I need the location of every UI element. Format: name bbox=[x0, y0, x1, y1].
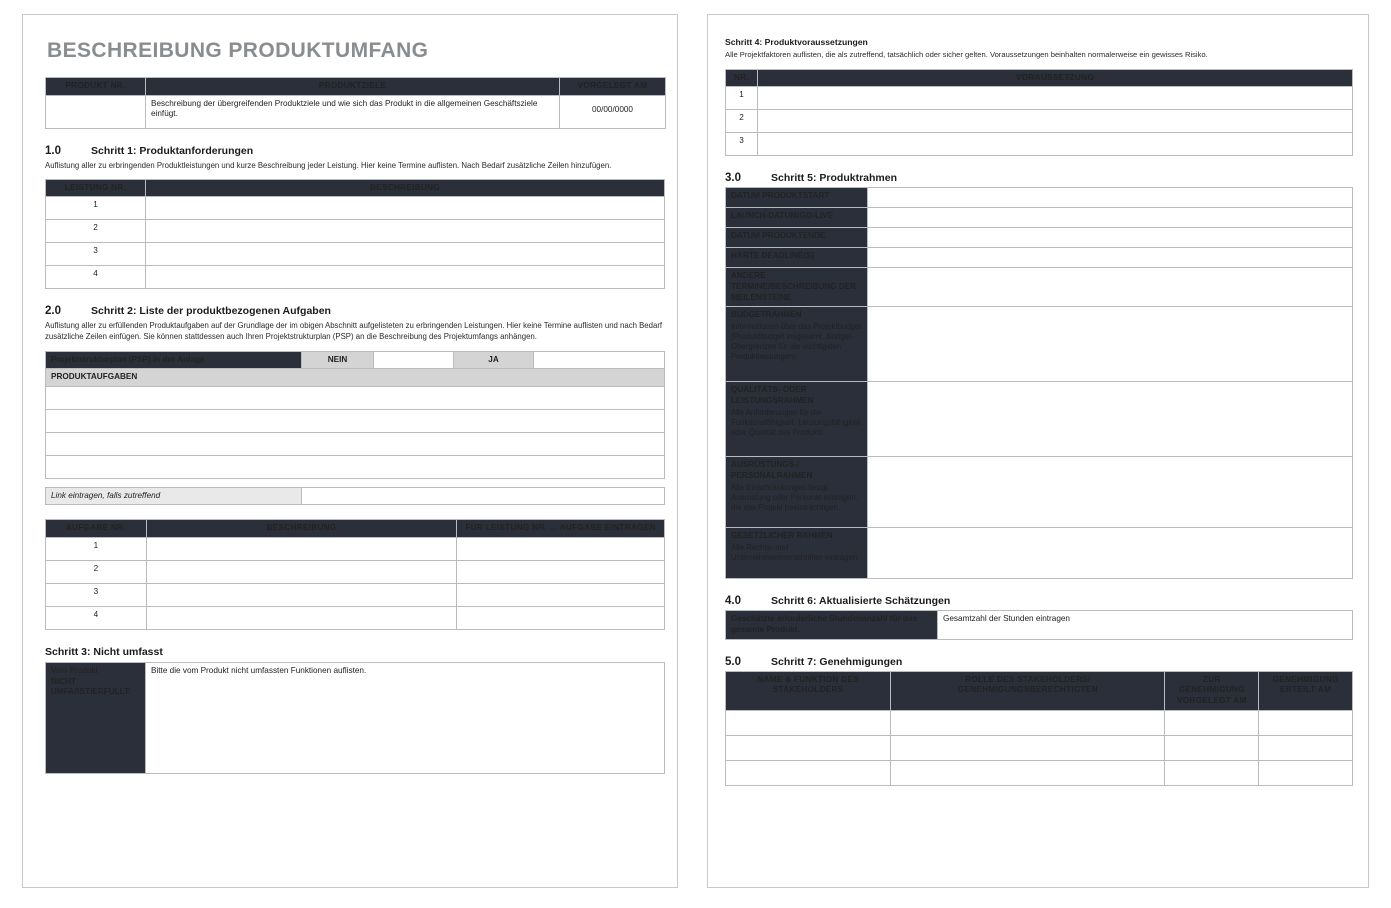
col-nr: NR. bbox=[726, 69, 758, 87]
step5-number: 3.0 bbox=[725, 172, 741, 185]
cell-vorgelegt[interactable] bbox=[1165, 710, 1259, 735]
cell-leistung[interactable] bbox=[457, 584, 665, 607]
table-row bbox=[726, 133, 1353, 156]
cell-rolle[interactable] bbox=[891, 735, 1165, 760]
table-row bbox=[726, 268, 1353, 307]
table-row bbox=[726, 528, 1353, 579]
cell-nr: 3 bbox=[46, 243, 146, 266]
step3-table bbox=[45, 662, 665, 774]
not-covered-label-line3: UMFASST/ERFÜLLT: bbox=[51, 687, 131, 697]
scope-value[interactable] bbox=[868, 228, 1353, 248]
table-row bbox=[726, 248, 1353, 268]
table-header-row bbox=[726, 69, 1353, 87]
scope-label-text: DATUM PRODUKTSTART bbox=[731, 191, 830, 201]
scope-label-text: GESETZLICHER RAHMEN bbox=[731, 531, 833, 541]
step1-heading bbox=[45, 145, 665, 157]
scope-label bbox=[726, 188, 868, 208]
cell-name[interactable] bbox=[726, 760, 891, 785]
scope-value[interactable] bbox=[868, 248, 1353, 268]
scope-label bbox=[726, 457, 868, 528]
scope-label-text: QUALITÄTS- ODER LEISTUNGSRAHMEN bbox=[731, 385, 814, 405]
col-approved-date: GENEHMIGUNG ERTEILT AM bbox=[1259, 671, 1353, 710]
task-cell[interactable] bbox=[46, 386, 665, 409]
table-row bbox=[46, 455, 665, 478]
step2-number: 2.0 bbox=[45, 305, 61, 318]
scope-label-text: LAUNCH-DATUM/GO-LIVE bbox=[731, 211, 834, 221]
tasks-header-row bbox=[46, 369, 665, 387]
table-row bbox=[726, 760, 1353, 785]
cell-beschreibung[interactable] bbox=[146, 561, 457, 584]
cell-beschreibung[interactable] bbox=[146, 584, 457, 607]
cell-vorgelegt-am[interactable]: 00/00/0000 bbox=[560, 95, 666, 128]
cell-nr: 1 bbox=[46, 197, 146, 220]
cell-nr: 1 bbox=[46, 538, 147, 561]
step2-heading bbox=[45, 305, 665, 317]
scope-label-sub: Alle Anforderungen für die Funktionsfähigkeit, Leistungsfähigkeit oder Qualität des Produkts. bbox=[731, 407, 861, 437]
cell-erteilt[interactable] bbox=[1259, 735, 1353, 760]
table-row bbox=[726, 735, 1353, 760]
psp-no-field[interactable] bbox=[374, 351, 454, 369]
cell-beschreibung[interactable] bbox=[146, 243, 665, 266]
scope-label-text: HARTE DEADLINE(S) bbox=[731, 251, 815, 261]
table-header-row bbox=[726, 671, 1353, 710]
scope-label-text: AUSRÜSTUNGS-/ PERSONALRAHMEN bbox=[731, 460, 813, 480]
table-row bbox=[726, 307, 1353, 382]
table-row bbox=[46, 538, 665, 561]
cell-erteilt[interactable] bbox=[1259, 760, 1353, 785]
step7-number: 5.0 bbox=[725, 655, 741, 668]
cell-leistung[interactable] bbox=[457, 561, 665, 584]
step4-title: Schritt 4: Produktvoraussetzungen bbox=[725, 37, 868, 47]
table-row bbox=[46, 607, 665, 630]
cell-vorgelegt[interactable] bbox=[1165, 735, 1259, 760]
scope-label bbox=[726, 382, 868, 457]
table-row bbox=[726, 87, 1353, 110]
table-row bbox=[46, 386, 665, 409]
cell-voraussetzung[interactable] bbox=[758, 110, 1353, 133]
cell-beschreibung[interactable] bbox=[146, 266, 665, 289]
col-aufgabe-nr: AUFGABE NR. bbox=[46, 520, 147, 538]
col-produkt-nr: PRODUKT NR. bbox=[46, 78, 146, 96]
step2-title: Schritt 2: Liste der produktbezogenen Aufgaben bbox=[91, 305, 331, 318]
cell-nr: 3 bbox=[46, 584, 147, 607]
cell-nr: 3 bbox=[726, 133, 758, 156]
cell-name[interactable] bbox=[726, 735, 891, 760]
scope-value[interactable] bbox=[868, 307, 1353, 382]
task-cell[interactable] bbox=[46, 455, 665, 478]
scope-label-sub: Alle Rechts- und Unternehmensvorschriften eintragen. bbox=[731, 542, 860, 563]
col-beschreibung: BESCHREIBUNG bbox=[146, 179, 665, 197]
link-row bbox=[46, 487, 665, 505]
table-row bbox=[46, 95, 666, 128]
psp-label: Projektstrukturplan (PSP) in der Anlage bbox=[46, 351, 302, 369]
cell-produkt-nr[interactable] bbox=[46, 95, 146, 128]
table-row bbox=[46, 584, 665, 607]
table-row bbox=[46, 220, 665, 243]
step7-title: Schritt 7: Genehmigungen bbox=[771, 655, 903, 668]
table-header-row bbox=[46, 520, 665, 538]
estimate-value[interactable]: Gesamtzahl der Stunden eintragen bbox=[938, 611, 1353, 639]
cell-voraussetzung[interactable] bbox=[758, 87, 1353, 110]
scope-value[interactable] bbox=[868, 528, 1353, 579]
cell-nr: 4 bbox=[46, 607, 147, 630]
psp-yes-field[interactable] bbox=[534, 351, 665, 369]
cell-produktziele[interactable]: Beschreibung der übergreifenden Produktziele und wie sich das Produkt in die allgemeinen Geschäftsziele einfügt. bbox=[146, 95, 560, 128]
link-field[interactable] bbox=[302, 487, 665, 505]
step6-title: Schritt 6: Aktualisierte Schätzungen bbox=[771, 595, 951, 608]
cell-beschreibung[interactable] bbox=[146, 538, 457, 561]
table-row bbox=[46, 243, 665, 266]
sheet-right bbox=[707, 14, 1369, 888]
scope-label-text: DATUM PRODUKTENDE bbox=[731, 231, 826, 241]
not-covered-label-line2: NICHT bbox=[51, 676, 77, 686]
estimate-label: Geschätzte erforderliche Stundenanzahl für das gesamte Produkt. bbox=[726, 611, 938, 639]
tasks-header: PRODUKTAUFGABEN bbox=[46, 369, 665, 387]
step4-description: Alle Projektfaktoren auflisten, die als zutreffend, tatsächlich oder sicher gelten. Voraussetzungen beinhalten normalerweise ein gewisses Risiko. bbox=[725, 50, 1208, 59]
table-header-row bbox=[46, 78, 666, 96]
table-row bbox=[726, 611, 1353, 639]
step7-table bbox=[725, 671, 1353, 786]
step1-description: Auflistung aller zu erbringenden Produktleistungen und kurze Beschreibung jeder Leistung. Hier keine Termine auflisten. Nach Bedarf zusätzliche Zeilen hinzufügen. bbox=[45, 160, 612, 170]
cell-nr: 2 bbox=[46, 561, 147, 584]
scope-label bbox=[726, 248, 868, 268]
right-content bbox=[725, 37, 1353, 786]
cell-beschreibung[interactable] bbox=[146, 607, 457, 630]
step2-description: Auflistung aller zu erfüllenden Produktaufgaben auf der Grundlage der im obigen Abschnitt aufgelisteten zu erbringenden Leistungen. Hier keine Termine auflisten und nach Bedarf zusätzliche Zeilen einfügen. Sie können stattdessen auch Ihren Projektstrukturplan (PSP) an die Beschreibung des Projektumfangs anhängen. bbox=[45, 321, 663, 342]
scope-label-sub: Informationen über das Projektbudget (Produktbudget insgesamt, Budget-Obergrenzen für die wichtigsten Produktleistungen). bbox=[731, 321, 862, 362]
cell-erteilt[interactable] bbox=[1259, 710, 1353, 735]
scope-value[interactable] bbox=[868, 208, 1353, 228]
psp-yes-option[interactable]: JA bbox=[454, 351, 534, 369]
cell-voraussetzung[interactable] bbox=[758, 133, 1353, 156]
cell-beschreibung[interactable] bbox=[146, 220, 665, 243]
step2-link-table bbox=[45, 487, 665, 506]
cell-nr: 2 bbox=[726, 110, 758, 133]
table-row bbox=[726, 188, 1353, 208]
cell-nr: 2 bbox=[46, 220, 146, 243]
scope-label bbox=[726, 268, 868, 307]
not-covered-label-line1: Vom Produkt bbox=[51, 666, 98, 676]
step6-heading bbox=[725, 595, 1353, 607]
table-row bbox=[46, 266, 665, 289]
table-row bbox=[726, 110, 1353, 133]
scope-value[interactable] bbox=[868, 382, 1353, 457]
link-note: Link eintragen, falls zutreffend bbox=[46, 487, 302, 505]
table-row bbox=[726, 208, 1353, 228]
col-produktziele: PRODUKTZIELE bbox=[146, 78, 560, 96]
table-header-row bbox=[46, 179, 665, 197]
col-voraussetzung: VORAUSSETZUNG bbox=[758, 69, 1353, 87]
col-fuer-leistung-nr: FÜR LEISTUNG NR. ... AUFGABE EINTRAGEN bbox=[457, 520, 665, 538]
scope-label-text: ANDERE TERMINE/BESCHREIBUNG DER MEILENSTEINE bbox=[731, 271, 857, 302]
col-stakeholder-role: ROLLE DES STAKEHOLDERS/ GENEHMIGUNGSBERECHTIGTEN bbox=[891, 671, 1165, 710]
cell-vorgelegt[interactable] bbox=[1165, 760, 1259, 785]
task-cell[interactable] bbox=[46, 409, 665, 432]
cell-rolle[interactable] bbox=[891, 710, 1165, 735]
not-covered-label bbox=[46, 663, 146, 774]
step6-table bbox=[725, 610, 1353, 639]
col-submitted-date: ZUR GENEHMIGUNG VORGELEGT AM bbox=[1165, 671, 1259, 710]
scope-label bbox=[726, 307, 868, 382]
step5-title: Schritt 5: Produktrahmen bbox=[771, 172, 898, 185]
col-leistung-nr: LEISTUNG NR. bbox=[46, 179, 146, 197]
table-row bbox=[46, 409, 665, 432]
step2-tasks-table bbox=[45, 519, 665, 630]
header-table bbox=[45, 77, 666, 129]
col-stakeholder-name: NAME & FUNKTION DES STAKEHOLDERS bbox=[726, 671, 891, 710]
step5-heading bbox=[725, 172, 1353, 184]
table-row bbox=[726, 228, 1353, 248]
cell-nr: 4 bbox=[46, 266, 146, 289]
cell-nr: 1 bbox=[726, 87, 758, 110]
step1-table bbox=[45, 179, 665, 290]
cell-leistung[interactable] bbox=[457, 538, 665, 561]
table-row bbox=[726, 710, 1353, 735]
col-beschreibung: BESCHREIBUNG bbox=[146, 520, 457, 538]
cell-name[interactable] bbox=[726, 710, 891, 735]
table-row bbox=[726, 382, 1353, 457]
cell-beschreibung[interactable] bbox=[146, 197, 665, 220]
scope-value[interactable] bbox=[868, 188, 1353, 208]
table-row bbox=[46, 197, 665, 220]
step3-title: Schritt 3: Nicht umfasst bbox=[45, 646, 163, 659]
step1-number: 1.0 bbox=[45, 144, 61, 157]
scope-label bbox=[726, 228, 868, 248]
step4-table bbox=[725, 69, 1353, 157]
cell-leistung[interactable] bbox=[457, 607, 665, 630]
table-row bbox=[726, 457, 1353, 528]
scope-label bbox=[726, 528, 868, 579]
page-title: BESCHREIBUNG PRODUKTUMFANG bbox=[47, 39, 429, 62]
sheet-left bbox=[22, 14, 678, 888]
step2-psp-table bbox=[45, 351, 665, 479]
not-covered-body[interactable]: Bitte die vom Produkt nicht umfassten Funktionen auflisten. bbox=[146, 663, 665, 774]
scope-label-text: BUDGETRAHMEN bbox=[731, 310, 802, 320]
table-row bbox=[46, 432, 665, 455]
step5-table bbox=[725, 187, 1353, 579]
scope-label bbox=[726, 208, 868, 228]
psp-no-option[interactable]: NEIN bbox=[302, 351, 374, 369]
col-vorgelegt-am: VORGELEGT AM bbox=[560, 78, 666, 96]
table-row bbox=[46, 561, 665, 584]
table-row bbox=[46, 663, 665, 774]
scope-label-sub: Alle Einschränkungen bezgl. Ausrüstung oder Personal eintragen, die das Projekt beeinträchtigen. bbox=[731, 482, 858, 512]
scope-value[interactable] bbox=[868, 268, 1353, 307]
scope-value[interactable] bbox=[868, 457, 1353, 528]
step6-number: 4.0 bbox=[725, 595, 741, 608]
left-content bbox=[45, 39, 665, 774]
psp-row bbox=[46, 351, 665, 369]
step1-title: Schritt 1: Produktanforderungen bbox=[91, 144, 254, 157]
task-cell[interactable] bbox=[46, 432, 665, 455]
step7-heading bbox=[725, 656, 1353, 668]
cell-rolle[interactable] bbox=[891, 760, 1165, 785]
